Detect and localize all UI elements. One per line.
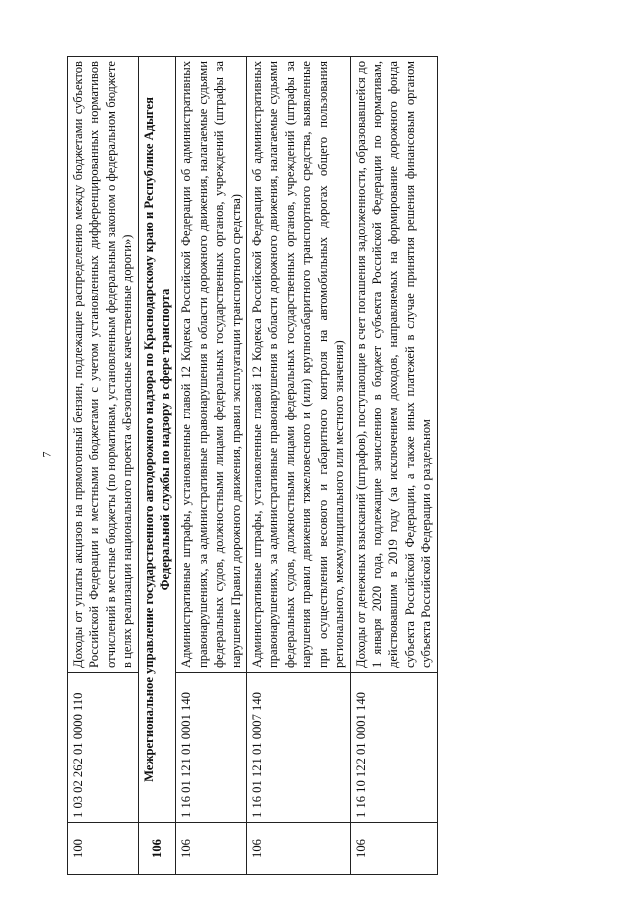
- row-number: 100: [68, 823, 139, 875]
- row-number: 106: [350, 823, 437, 875]
- section-number: 106: [138, 823, 176, 875]
- revenue-description-text: Доходы от денежных взысканий (штрафов), поступающие в счет погашения задолженности, образовавшейся до 1 января 2020 года, подлежащие зачислению в бюджет субъекта Российской Федерации по нормативам, действовавшим в 2019 году (за исключением доходов, направляемых на формирование дорожного фонда субъекта Российской Федерации, а также иных платежей в случае принятия решения финансовым органом субъекта Российской Федерации о раздельном: [353, 61, 434, 668]
- table-row: [68, 57, 139, 875]
- rotated-page-content: [67, 57, 601, 875]
- table-row: [247, 57, 350, 875]
- section-header-row: [138, 57, 176, 875]
- table-row: [176, 57, 247, 875]
- table-row: [350, 57, 437, 875]
- row-number: 106: [176, 823, 247, 875]
- revenue-description: Административные штрафы, установленные главой 12 Кодекса Российской Федерации об административных правонарушениях, за административные правонарушения в области дорожного движения, налагаемые судьями федеральных судов, должностными лицами федеральных государственных органов, учреждений (штрафы за нарушения правил движения тяжеловесного и (или) крупногабаритного транспортного средства, выявленные при осуществлении весового и габаритного контроля на автомобильных дорогах общего пользования регионального, межмуниципального или местного значения): [247, 57, 350, 673]
- revenue-code: 1 16 01 121 01 0007 140: [247, 673, 350, 823]
- revenue-description-truncated: [350, 57, 437, 673]
- page-number: 7: [39, 451, 54, 458]
- revenue-code: 1 03 02 262 01 0000 110: [68, 673, 139, 823]
- revenue-description: Доходы от уплаты акцизов на прямогонный бензин, подлежащие распределению между бюджетами субъектов Российской Федерации и местными бюджетами с учетом установленных дифференцированных нормативов отчислений в местные бюджеты (по нормативам, установленным федеральным законом о федеральном бюджете в целях реализации национального проекта «Безопасные качественные дороги»): [68, 57, 139, 673]
- revenue-code: 1 16 01 121 01 0001 140: [176, 673, 247, 823]
- row-number: 106: [247, 823, 350, 875]
- section-title: Межрегиональное управление государственного автодорожного надзора по Краснодарскому краю и Республике Адыгея Федеральной службы по надзору в сфере транспорта: [138, 57, 176, 823]
- revenue-description: Административные штрафы, установленные главой 12 Кодекса Российской Федерации об административных правонарушениях, за административные правонарушения в области дорожного движения, налагаемые судьями федеральных судов, должностными лицами федеральных государственных органов, учреждений (штрафы за нарушение Правил дорожного движения, правил эксплуатации транспортного средства): [176, 57, 247, 673]
- revenue-code: 1 16 10 122 01 0001 140: [350, 673, 437, 823]
- revenue-classification-table: [67, 56, 438, 875]
